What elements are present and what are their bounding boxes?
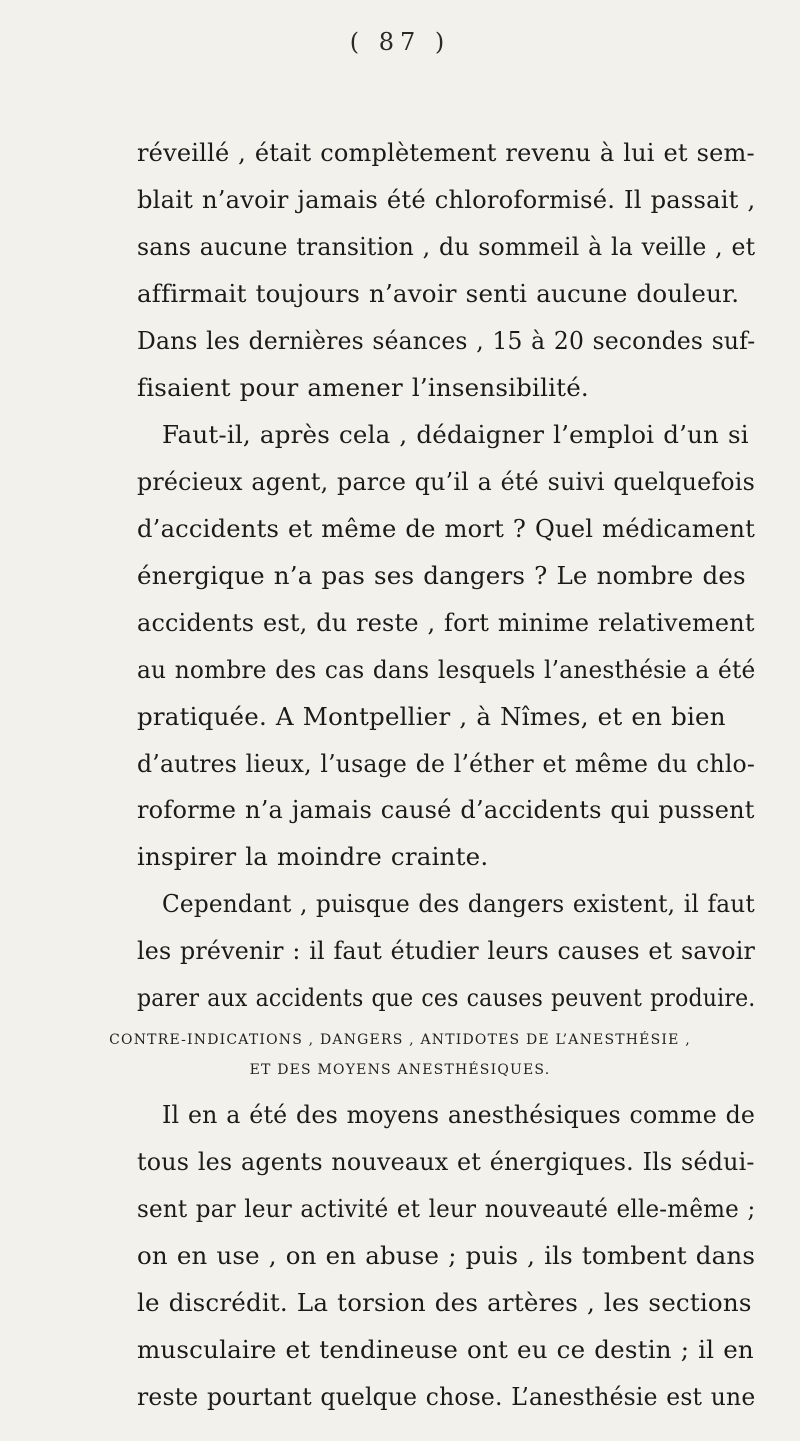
text-line: reste pourtant quelque chose. L’anesthésie est une <box>137 1382 756 1412</box>
text-line: réveillé , était complètement revenu à lui et sem- <box>137 138 755 167</box>
text-line: blait n’avoir jamais été chloroformisé. Il passait , <box>137 184 756 214</box>
text-line: le discrédit. La torsion des artères , les sections <box>137 1288 752 1318</box>
section-heading-line: CONTRE-INDICATIONS , DANGERS , ANTIDOTES DE L’ANESTHÉSIE , <box>109 1032 691 1049</box>
text-line: on en use , on en abuse ; puis , ils tombent dans <box>137 1241 756 1271</box>
text-line: sent par leur activité et leur nouveauté elle-même ; <box>137 1194 756 1224</box>
text-line: énergique n’a pas ses dangers ? Le nombre des <box>137 560 746 590</box>
text-line: Il en a été des moyens anesthésiques comme de <box>162 1100 756 1130</box>
text-line: accidents est, du reste , fort minime relativement <box>137 607 755 637</box>
text-line: affirmait toujours n’avoir senti aucune douleur. <box>137 278 740 308</box>
text-line: sans aucune transition , du sommeil à la veille , et <box>137 231 756 261</box>
text-line: tous les agents nouveaux et énergiques. Ils sédui- <box>137 1147 755 1177</box>
text-line: roforme n’a jamais causé d’accidents qui pussent <box>137 795 755 825</box>
text-line: les prévenir : il faut étudier leurs causes et savoir <box>137 936 756 966</box>
text-line: Dans les dernières séances , 15 à 20 secondes suf- <box>137 325 756 355</box>
text-line: musculaire et tendineuse ont eu ce destin ; il en <box>137 1335 754 1365</box>
text-line: d’autres lieux, l’usage de l’éther et même du chlo- <box>137 748 756 778</box>
page-number: ( 87 ) <box>349 28 451 56</box>
text-line: inspirer la moindre crainte. <box>137 842 489 872</box>
text-line: précieux agent, parce qu’il a été suivi quelquefois <box>137 466 755 496</box>
text-line: au nombre des cas dans lesquels l’anesthésie a été <box>137 654 756 684</box>
section-heading-line: ET DES MOYENS ANESTHÉSIQUES. <box>249 1062 551 1079</box>
text-line: Faut-il, après cela , dédaigner l’emploi d’un si <box>162 419 749 449</box>
text-line: parer aux accidents que ces causes peuvent produire. <box>137 983 756 1013</box>
text-line: d’accidents et même de mort ? Quel médicament <box>137 513 756 543</box>
text-line: fisaient pour amener l’insensibilité. <box>137 372 589 402</box>
text-line: pratiquée. A Montpellier , à Nîmes, et en bien <box>137 701 726 731</box>
text-line: Cependant , puisque des dangers existent, il faut <box>162 889 755 919</box>
